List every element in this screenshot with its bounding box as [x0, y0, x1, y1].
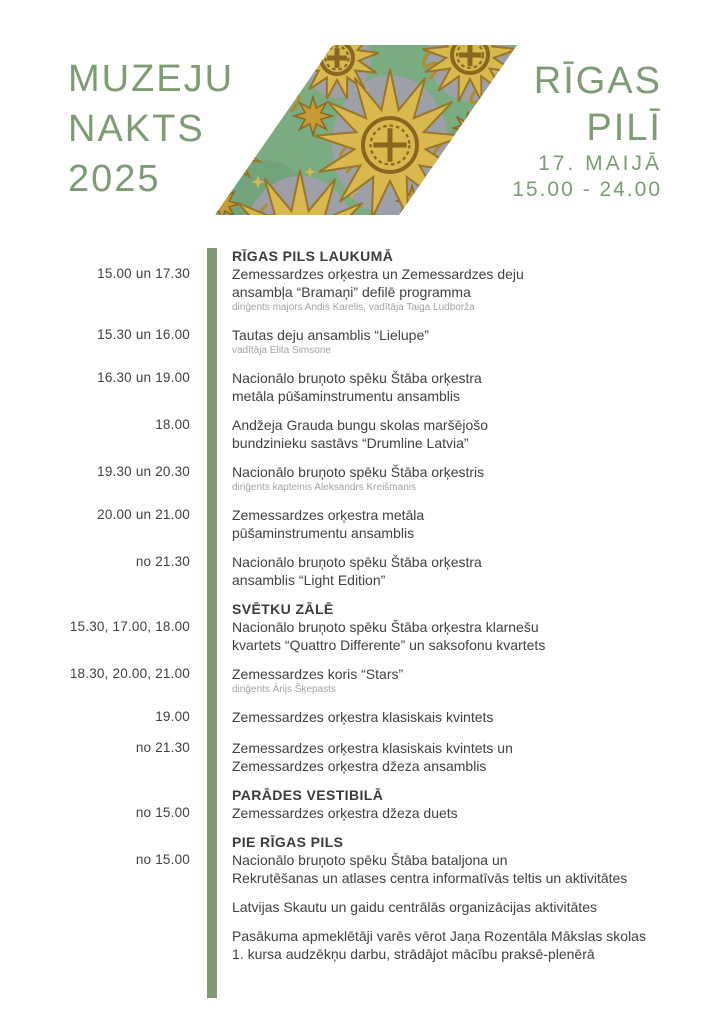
schedule-section	[50, 833, 690, 963]
green-bar	[207, 248, 217, 998]
event-time: 19.00	[155, 709, 190, 724]
section-title-content	[232, 600, 334, 618]
event-time: no 21.30	[135, 554, 190, 569]
event-title-line: Nacionālo bruņoto spēku Štāba bataljona un	[232, 852, 508, 868]
event-title-line: Pasākuma apmeklētāji varēs vērot Jaņa Rozentāla Mākslas skolas	[232, 928, 646, 944]
schedule	[50, 247, 690, 974]
event-content	[232, 739, 513, 775]
event-row	[50, 804, 690, 822]
event-title-line: Zemessardzes koris “Stars”	[232, 666, 404, 682]
event-row	[50, 618, 690, 654]
location-line: PILĪ	[586, 107, 662, 149]
event-title-line: ansamblis “Light Edition”	[232, 572, 386, 588]
event-title-line: Nacionālo bruņoto spēku Štāba orķestra	[232, 370, 482, 386]
event-title-line: Zemessardzes orķestra un Zemessardzes deju	[232, 266, 524, 282]
section-title: PARĀDES VESTIBILĀ	[232, 787, 384, 803]
event-time: 19.30 un 20.30	[97, 464, 190, 479]
title-line: 2025	[68, 158, 161, 200]
event-note: diriģents kapteinis Aleksandrs Kreišmanis	[232, 482, 416, 493]
event-title-line: pūšaminstrumentu ansamblis	[232, 525, 415, 541]
event-title-line: Latvijas Skautu un gaidu centrālās organizācijas aktivitātes	[232, 899, 597, 915]
event-row	[50, 851, 690, 887]
event-content	[232, 927, 646, 963]
event-row	[50, 416, 690, 452]
event-row	[50, 326, 690, 358]
event-content	[232, 708, 493, 726]
event-content	[232, 665, 403, 697]
event-time	[50, 247, 190, 265]
event-time: 20.00 un 21.00	[97, 507, 190, 522]
event-time	[50, 786, 190, 804]
event-row	[50, 927, 690, 963]
event-time: 15.30 un 16.00	[97, 327, 190, 342]
event-row	[50, 665, 690, 697]
event-time	[50, 600, 190, 618]
event-content	[232, 506, 424, 542]
section-title-row	[50, 600, 690, 618]
event-title-line: metāla pūšaminstrumentu ansamblis	[232, 388, 460, 404]
event-time: no 15.00	[135, 852, 190, 867]
event-title-line: Rekrutēšanas un atlases centra informatīvās teltis un aktivitātes	[232, 870, 628, 886]
event-title-line: Andžeja Grauda bungu skolas maršējošo	[232, 417, 489, 433]
date-time-block	[512, 151, 662, 203]
schedule-section	[50, 247, 690, 589]
event-note: diriģents Ārijs Šķepasts	[232, 684, 336, 695]
event-time	[50, 833, 190, 851]
location-line: RĪGAS	[533, 60, 662, 102]
event-title-line: bundzinieku sastāvs “Drumline Latvia”	[232, 435, 469, 451]
event-title-line: Zemessardzes orķestra džeza duets	[232, 805, 458, 821]
event-title-line: Nacionālo bruņoto spēku Štāba orķestris	[232, 464, 485, 480]
section-title-content	[232, 833, 343, 851]
section-title-row	[50, 833, 690, 851]
event-title-line: Nacionālo bruņoto spēku Štāba orķestra	[232, 554, 482, 570]
event-time: 15.00 un 17.30	[97, 266, 190, 281]
section-title: SVĒTKU ZĀLĒ	[232, 601, 334, 617]
event-time: 18.30, 20.00, 21.00	[69, 666, 190, 681]
event-content	[232, 326, 429, 358]
section-title: RĪGAS PILS LAUKUMĀ	[232, 248, 394, 264]
event-time	[50, 927, 190, 963]
location-title	[534, 58, 662, 152]
event-title	[68, 54, 234, 204]
event-content	[232, 553, 482, 589]
section-title-row	[50, 786, 690, 804]
event-content	[232, 463, 484, 495]
section-title-content	[232, 786, 383, 804]
section-title: PIE RĪGAS PILS	[232, 834, 344, 850]
event-title-line: Nacionālo bruņoto spēku Štāba orķestra klarnešu	[232, 619, 539, 635]
event-content	[232, 804, 458, 822]
event-title-line: 1. kursa audzēkņu darbu, strādājot mācību praksē-plenērā	[232, 946, 595, 962]
section-title-row	[50, 247, 690, 265]
event-time: no 21.30	[135, 740, 190, 755]
title-line: MUZEJU	[68, 58, 235, 100]
event-row	[50, 898, 690, 916]
event-time	[50, 898, 190, 916]
event-row	[50, 463, 690, 495]
event-content	[232, 898, 597, 916]
event-content	[232, 265, 524, 315]
event-content	[232, 851, 627, 887]
event-time: 16.30 un 19.00	[97, 370, 190, 385]
schedule-section	[50, 600, 690, 775]
event-title-line: Zemessardzes orķestra metāla	[232, 507, 425, 523]
schedule-section	[50, 786, 690, 822]
section-title-content	[232, 247, 393, 265]
event-note: diriģents majors Andis Karelis, vadītāja Taiga Ludborža	[232, 302, 475, 313]
event-time: no 15.00	[135, 805, 190, 820]
event-row	[50, 739, 690, 775]
event-row	[50, 553, 690, 589]
event-row	[50, 369, 690, 405]
event-title-line: Zemessardzes orķestra klasiskais kvintets un	[232, 740, 513, 756]
event-title-line: Zemessardzes orķestra klasiskais kvintets	[232, 709, 494, 725]
event-title-line: kvartets “Quattro Differente” un saksofonu kvartets	[232, 637, 546, 653]
title-line: NAKTS	[68, 108, 205, 150]
event-title-line: Tautas deju ansamblis “Lielupe”	[232, 327, 429, 343]
event-date: 17. MAIJĀ	[538, 152, 662, 175]
event-content	[232, 618, 545, 654]
event-hours: 15.00 - 24.00	[512, 178, 662, 201]
event-note: vadītāja Elita Simsone	[232, 345, 331, 356]
event-content	[232, 369, 482, 405]
event-content	[232, 416, 488, 452]
event-row	[50, 708, 690, 726]
event-title-line: ansambļa “Bramaņi” defilē programma	[232, 284, 471, 300]
event-row	[50, 265, 690, 315]
event-time: 15.30, 17.00, 18.00	[69, 619, 190, 634]
event-title-line: Zemessardzes orķestra džeza ansamblis	[232, 758, 487, 774]
event-time: 18.00	[155, 417, 190, 432]
event-row	[50, 506, 690, 542]
